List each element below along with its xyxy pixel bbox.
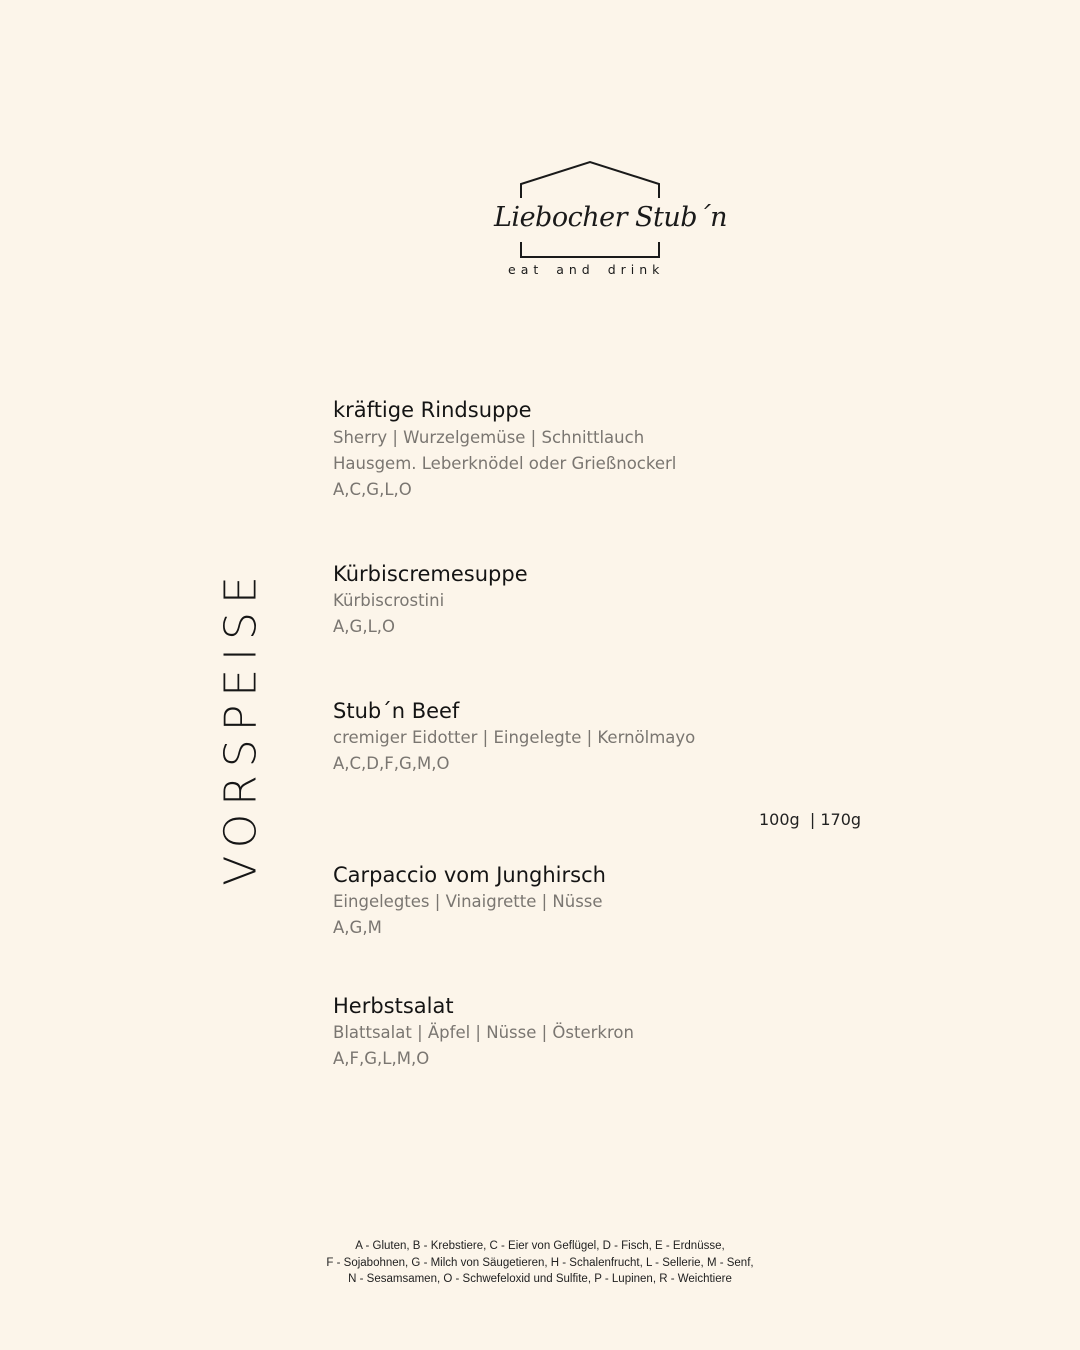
dish-allergens: A,C,D,F,G,M,O	[333, 754, 450, 773]
legend-line: A - Gluten, B - Krebstiere, C - Eier von Geflügel, D - Fisch, E - Erdnüsse,	[355, 1240, 725, 1252]
restaurant-logo	[490, 158, 727, 280]
legend-line: N - Sesamsamen, O - Schwefeloxid und Sulfite, P - Lupinen, R - Weichtiere	[348, 1273, 732, 1285]
logo-tagline: eat and drink	[508, 262, 665, 277]
dish-description: Eingelegtes | Vinaigrette | Nüsse	[333, 892, 603, 911]
dish-item	[333, 861, 606, 941]
dish-name: Kürbiscremesuppe	[333, 562, 528, 586]
dish-name: Herbstsalat	[333, 994, 454, 1018]
dish-description: cremiger Eidotter | Eingelegte | Kernölmayo	[333, 728, 696, 747]
dish-item	[333, 560, 528, 640]
portion-sizes: 100g | 170g	[759, 810, 862, 829]
dish-description: Blattsalat | Äpfel | Nüsse | Österkron	[333, 1023, 634, 1042]
allergen-legend	[290, 1238, 790, 1288]
dish-description: Kürbiscrostini	[333, 591, 445, 610]
dish-allergens: A,C,G,L,O	[333, 480, 412, 499]
dish-allergens: A,G,L,O	[333, 617, 395, 636]
dish-allergens: A,F,G,L,M,O	[333, 1049, 430, 1068]
legend-line: F - Sojabohnen, G - Milch von Säugetieren, H - Schalenfrucht, L - Sellerie, M - Senf,	[326, 1256, 754, 1269]
dish-name: kräftige Rindsuppe	[333, 398, 532, 422]
dish-item	[333, 992, 634, 1072]
dish-allergens: A,G,M	[333, 918, 382, 937]
dish-description: Sherry | Wurzelgemüse | Schnittlauch	[333, 428, 645, 447]
logo-name: Liebocher Stub´n	[494, 202, 727, 233]
dish-description: Hausgem. Leberknödel oder Grießnockerl	[333, 454, 677, 473]
dish-item	[333, 396, 676, 503]
dish-item	[333, 697, 695, 777]
dish-name: Stub´n Beef	[333, 699, 460, 723]
dish-name: Carpaccio vom Junghirsch	[333, 863, 606, 887]
section-title: VORSPEISE	[215, 568, 267, 886]
